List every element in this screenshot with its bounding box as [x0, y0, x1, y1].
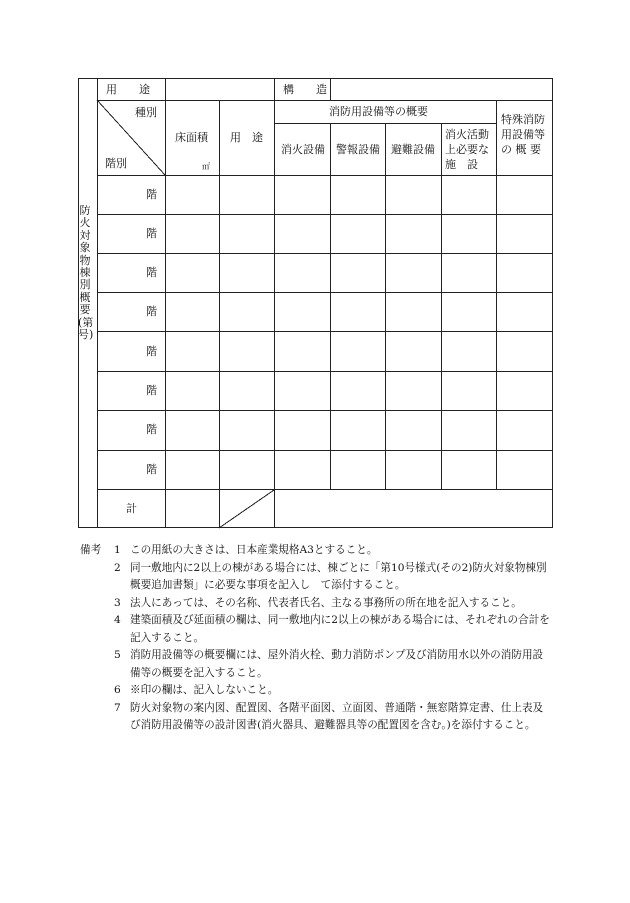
type-label: 種別 [135, 106, 157, 119]
floor-row-6: 階 [146, 384, 157, 397]
floor-row-7: 階 [146, 423, 157, 436]
alarm-label: 警報設備 [336, 143, 380, 156]
note-item: 1 この用紙の大きさは、日本産業規格A3とすること。 [114, 544, 378, 556]
note-item: 2 同一敷地内に2以上の棟がある場合には、棟ごとに「第10号様式(その2)防火対象物棟別概要追加書類」に必要な事項を記入し て添付すること。 [114, 561, 547, 591]
note-item: 3 法人にあっては、その名称、代表者氏名、主なる事務所の所在地を記入すること。 [114, 596, 522, 609]
floor-area-unit: ㎡ [202, 162, 210, 171]
side-label: 防火対象物棟別概要(第 号) [78, 204, 127, 342]
notes-section [80, 542, 550, 735]
floor-row-4: 階 [146, 305, 157, 318]
firefighting-label: 消火活動上必要な施 設 [445, 128, 489, 171]
floor-area-label: 床面積 [175, 131, 208, 144]
evacuation-label: 避難設備 [391, 143, 435, 156]
special-label: 特殊消防用設備等の 概 要 [501, 113, 545, 156]
note-item: 4 建築面積及び延面積の欄は、同一敷地内に2以上の棟がある場合には、それぞれの合計を記入すること。 [114, 614, 550, 644]
floor-row-3: 階 [146, 266, 157, 279]
note-item: 5 消防用設備等の概要欄には、屋外消火栓、動力消防ポンプ及び消防用水以外の消防用設備等の概要を記入すること。 [114, 649, 544, 679]
column-use-label: 用 途 [230, 131, 263, 144]
floor-row-1: 階 [146, 188, 157, 201]
floor-row-5: 階 [146, 345, 157, 358]
floor-label: 階別 [105, 157, 127, 170]
total-label: 計 [126, 502, 137, 515]
extinguishing-label: 消火設備 [281, 143, 325, 156]
floor-row-8: 階 [146, 463, 157, 476]
structure-label: 構 造 [283, 83, 327, 96]
note-item: 6 ※印の欄は、記入しないこと。 [114, 684, 279, 696]
notes-heading: 備考 [80, 544, 102, 556]
fire-equipment-overview-label: 消防用設備等の概要 [329, 105, 428, 118]
note-item: 7 防火対象物の案内図、配置図、各階平面図、立面図、普通階・無窓階算定書、仕上表及び消防用設備等の設計図書(消火器具、避難器具等の配置図を含む。)を添付すること。 [114, 701, 544, 731]
floor-row-2: 階 [146, 227, 157, 240]
use-label: 用 途 [106, 83, 150, 96]
